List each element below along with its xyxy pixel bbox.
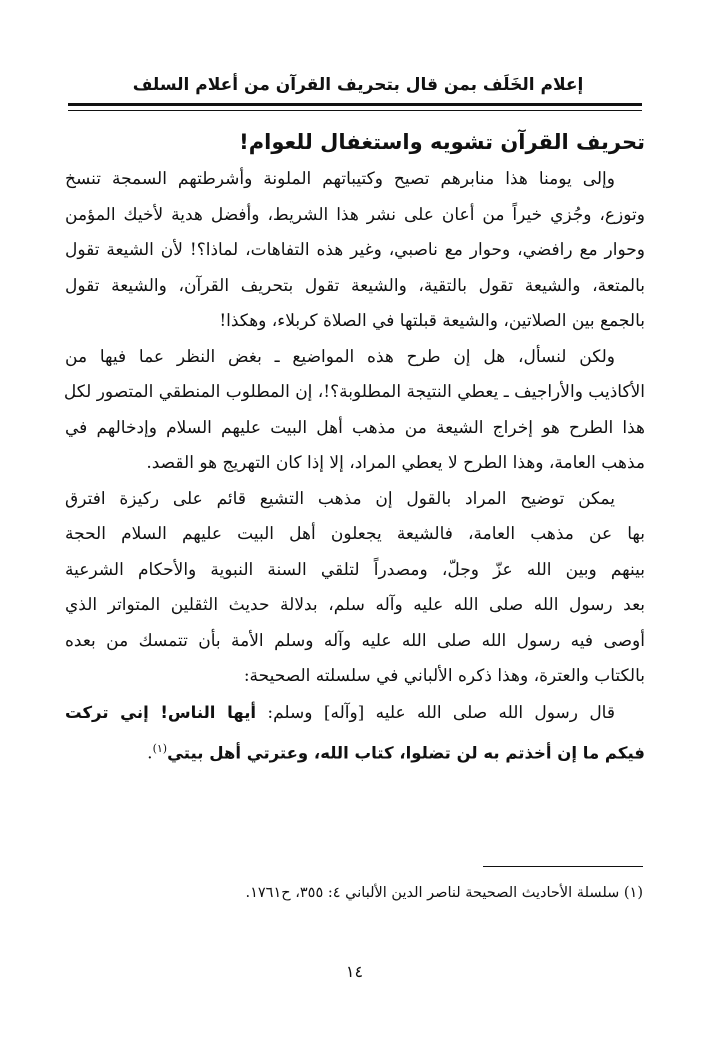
page-number: ١٤ [345, 962, 364, 981]
hadith-text-start: أيها الناس! إني تركت [65, 702, 257, 722]
footnote-separator [483, 866, 643, 867]
paragraph-line: بعد رسول الله صلى الله عليه وآله سلم، بدلالة حديث الثقلين المتواتر الذي [65, 595, 645, 615]
hadith-quote-line [65, 731, 645, 772]
paragraph-line: وحوار مع رافضي، وحوار مع ناصبي، وغير هذه التفاهات، لماذا؟! لأن الشيعة تقول [65, 240, 645, 260]
paragraph-line: بالكتاب والعترة، وهذا ذكره الألباني في سلسلته الصحيحة: [243, 666, 645, 686]
hadith-text-end: فيكم ما إن أخذتم به لن تضلوا، كتاب الله، وعترتي أهل بيتي [167, 743, 645, 763]
hadith-intro: قال رسول الله صلى الله عليه [وآله] وسلم: [256, 702, 615, 723]
paragraph-line: هذا الطرح هو إخراج الشيعة من مذهب أهل البيت عليهم السلام وإدخالهم في [65, 417, 645, 438]
header-rule-thin [68, 110, 642, 111]
running-header: إعلام الخَلَف بمن قال بتحريف القرآن من أعلام السلف [132, 75, 584, 95]
paragraph-line: يمكن توضيح المراد بالقول إن مذهب التشيع قائم على ركيزة افترق [65, 488, 615, 509]
paragraph-line: وإلى يومنا هذا منابرهم تصيح وكتيباتهم الملونة وأشرطتهم السمجة تنسخ [65, 169, 615, 189]
paragraph-line: بها عن مذهب العامة، فالشيعة يجعلون أهل البيت عليهم السلام الحجة [65, 524, 645, 544]
paragraph-line: بينهم وبين الله عزّ وجلّ، ومصدراً لتلقي السنة النبوية والأحكام الشرعية [65, 559, 645, 580]
paragraph-line: الأكاذيب والأراجيف ـ يعطي النتيجة المطلوبة؟!، إن المطلوب المنطقي المتصور لكل [63, 382, 645, 402]
section-heading: تحريف القرآن تشويه واستغفال للعوام! [239, 130, 645, 154]
header-rule-thick [68, 103, 642, 106]
footnote: (١) سلسلة الأحاديث الصحيحة لناصر الدين الألباني ٤: ٣٥٥، ح١٧٦١. [245, 885, 643, 901]
footnote-reference[interactable]: (١) [152, 742, 168, 755]
paragraph-line: بالمتعة، والشيعة تقول بالتقية، والشيعة تقول بتحريف القرآن، والشيعة تقول [65, 275, 645, 296]
main-content [65, 124, 645, 772]
paragraph-line: أوصى فيه رسول الله صلى الله عليه وآله وسلم الأمة بأن تتمسك من بعده [65, 630, 645, 651]
paragraph-line: وتوزع، وجُزي خيراً من أعان على نشر هذا الشريط، وأفضل هدية لأخيك المؤمن [65, 204, 645, 225]
paragraph-line: بالجمع بين الصلاتين، والشيعة قبلتها في الصلاة كربلاء، وهكذا! [219, 311, 645, 331]
hadith-period: . [147, 743, 153, 764]
hadith-quote-line [65, 695, 645, 732]
paragraph-line: ولكن لنسأل، هل إن طرح هذه المواضيع ـ بغض النظر عما فيها من [65, 346, 615, 367]
paragraph-line: مذهب العامة، وهذا الطرح لا يعطي المراد، إلا إذا كان التهريج هو القصد. [146, 453, 645, 473]
